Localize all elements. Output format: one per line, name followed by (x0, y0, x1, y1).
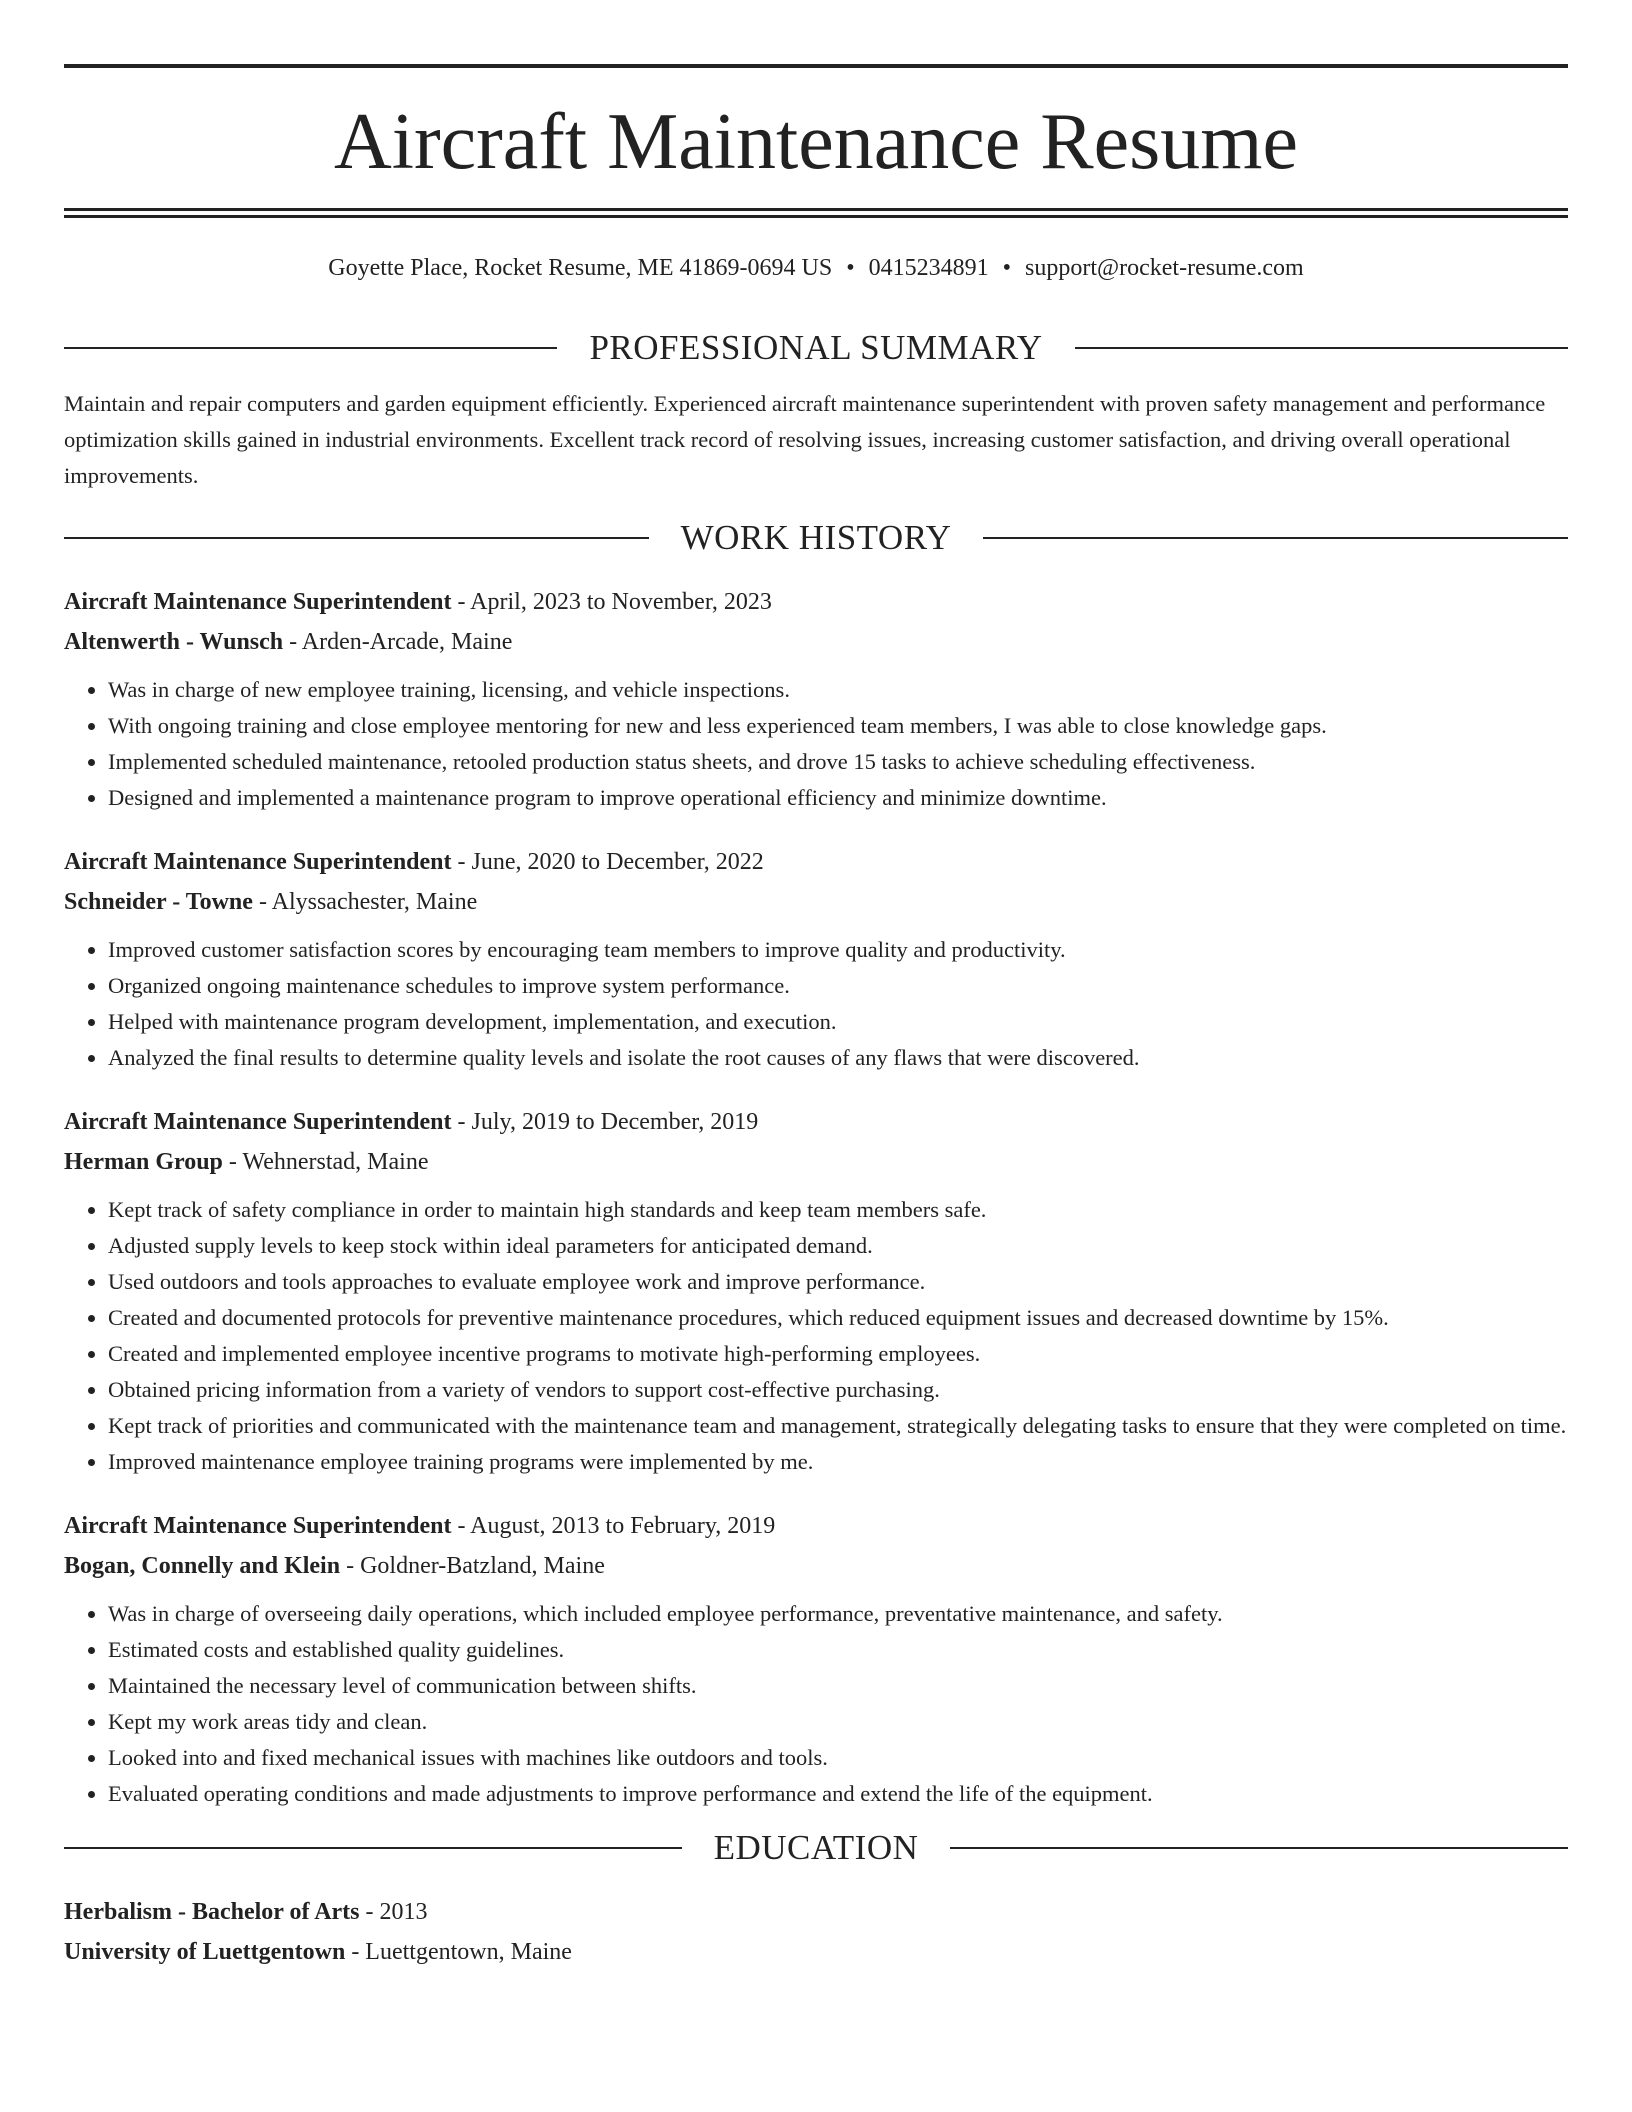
job-title-line (64, 1506, 1568, 1546)
job-bullet: • Implemented scheduled maintenance, retooled production status sheets, and drove 15 tasks to achieve scheduling effectiveness. (108, 744, 1568, 780)
education-location: - Luettgentown, Maine (345, 1939, 572, 1965)
job-bullet: • Designed and implemented a maintenance program to improve operational efficiency and minimize downtime. (108, 780, 1568, 816)
job-bullet: • Looked into and fixed mechanical issues with machines like outdoors and tools. (108, 1740, 1568, 1776)
job-bullet: • Used outdoors and tools approaches to evaluate employee work and improve performance. (108, 1264, 1568, 1300)
education-year: - 2013 (359, 1899, 428, 1925)
job-company-line (64, 1142, 1568, 1182)
education-degree-line (64, 1892, 1568, 1932)
job-location: - Wehnerstad, Maine (222, 1149, 429, 1175)
job-bullet: • Improved customer satisfaction scores by encouraging team members to improve quality and productivity. (108, 932, 1568, 968)
summary-heading (64, 326, 1568, 370)
education-entry (64, 1892, 1568, 1972)
education-degree: Herbalism - Bachelor of Arts (64, 1899, 360, 1925)
heading-rule-left (64, 1847, 682, 1849)
job-title-line (64, 1102, 1568, 1142)
job-bullet: • Kept track of safety compliance in order to maintain high standards and keep team members safe. (108, 1192, 1568, 1228)
job-bullets (64, 672, 1568, 816)
job-dates: - August, 2013 to February, 2019 (451, 1513, 776, 1539)
job-bullets (64, 1596, 1568, 1812)
job-title: Aircraft Maintenance Superintendent (64, 589, 452, 615)
heading-rule-right (1075, 347, 1568, 349)
title-double-rule (64, 208, 1568, 218)
job-bullet: • Obtained pricing information from a variety of vendors to support cost-effective purchasing. (108, 1372, 1568, 1408)
job-bullet: • Evaluated operating conditions and made adjustments to improve performance and extend the life of the equipment. (108, 1776, 1568, 1812)
education-heading (64, 1826, 1568, 1870)
job-title: Aircraft Maintenance Superintendent (64, 1513, 452, 1539)
resume-title: Aircraft Maintenance Resume (333, 98, 1299, 186)
summary-text: Maintain and repair computers and garden equipment efficiently. Experienced aircraft maintenance superintendent with proven safety management and performance optimization skills gained in industrial environments. Excellent track record of resolving issues, increasing customer satisfaction, and driving overall operational improvements. (64, 391, 1546, 488)
job-entry (64, 582, 1568, 816)
job-bullet: • Improved maintenance employee training programs were implemented by me. (108, 1444, 1568, 1480)
job-location: - Alyssachester, Maine (252, 889, 478, 915)
job-bullet: • Created and documented protocols for preventive maintenance procedures, which reduced equipment issues and decreased downtime by 15%. (108, 1300, 1568, 1336)
job-company-line (64, 1546, 1568, 1586)
job-title: Aircraft Maintenance Superintendent (64, 849, 452, 875)
job-company-line (64, 882, 1568, 922)
job-bullet: • Maintained the necessary level of communication between shifts. (108, 1668, 1568, 1704)
heading-rule-right (950, 1847, 1568, 1849)
job-bullet: • Created and implemented employee incentive programs to motivate high-performing employees. (108, 1336, 1568, 1372)
contact-separator: • (1002, 255, 1012, 281)
job-bullet: • Kept track of priorities and communicated with the maintenance team and management, strategically delegating tasks to ensure that they were completed on time. (108, 1408, 1568, 1444)
job-dates: - June, 2020 to December, 2022 (451, 849, 764, 875)
job-company: Bogan, Connelly and Klein (64, 1553, 341, 1579)
job-company: Altenwerth - Wunsch (64, 629, 284, 655)
job-bullet: • Was in charge of new employee training, licensing, and vehicle inspections. (108, 672, 1568, 708)
education-school-line (64, 1932, 1568, 1972)
education-heading-label: EDUCATION (713, 1828, 919, 1867)
heading-rule-left (64, 347, 557, 349)
job-title: Aircraft Maintenance Superintendent (64, 1109, 452, 1135)
summary-heading-label: PROFESSIONAL SUMMARY (589, 328, 1043, 367)
job-bullet: • Adjusted supply levels to keep stock within ideal parameters for anticipated demand. (108, 1228, 1568, 1264)
contact-phone: 0415234891 (868, 255, 989, 281)
job-entry (64, 1102, 1568, 1480)
work-history-heading-label: WORK HISTORY (680, 518, 952, 557)
top-rule (64, 64, 1568, 68)
job-title-line (64, 582, 1568, 622)
job-bullet: • Estimated costs and established quality guidelines. (108, 1632, 1568, 1668)
work-history-heading (64, 516, 1568, 560)
job-bullet: • Helped with maintenance program development, implementation, and execution. (108, 1004, 1568, 1040)
job-bullet: • Was in charge of overseeing daily operations, which included employee performance, preventative maintenance, and safety. (108, 1596, 1568, 1632)
job-title-line (64, 842, 1568, 882)
job-location: - Goldner-Batzland, Maine (340, 1553, 605, 1579)
job-company: Herman Group (64, 1149, 223, 1175)
job-location: - Arden-Arcade, Maine (283, 629, 513, 655)
job-entry (64, 842, 1568, 1076)
job-dates: - July, 2019 to December, 2019 (451, 1109, 759, 1135)
job-bullet: • Organized ongoing maintenance schedules to improve system performance. (108, 968, 1568, 1004)
job-bullets (64, 932, 1568, 1076)
contact-separator: • (846, 255, 855, 281)
job-bullets (64, 1192, 1568, 1480)
resume-page (64, 64, 1568, 1972)
job-entry (64, 1506, 1568, 1812)
job-company: Schneider - Towne (64, 889, 253, 915)
job-company-line (64, 622, 1568, 662)
contact-address: Goyette Place, Rocket Resume, ME 41869-0694 US (328, 255, 833, 281)
heading-rule-left (64, 537, 649, 539)
education-school: University of Luettgentown (64, 1939, 346, 1965)
job-dates: - April, 2023 to November, 2023 (451, 589, 772, 615)
contact-line (64, 252, 1568, 284)
job-bullet: • Analyzed the final results to determine quality levels and isolate the root causes of any flaws that were discovered. (108, 1040, 1568, 1076)
job-bullet: • Kept my work areas tidy and clean. (108, 1704, 1568, 1740)
contact-email: support@rocket-resume.com (1025, 255, 1304, 281)
heading-rule-right (983, 537, 1568, 539)
job-bullet: • With ongoing training and close employee mentoring for new and less experienced team members, I was able to close knowledge gaps. (108, 708, 1568, 744)
